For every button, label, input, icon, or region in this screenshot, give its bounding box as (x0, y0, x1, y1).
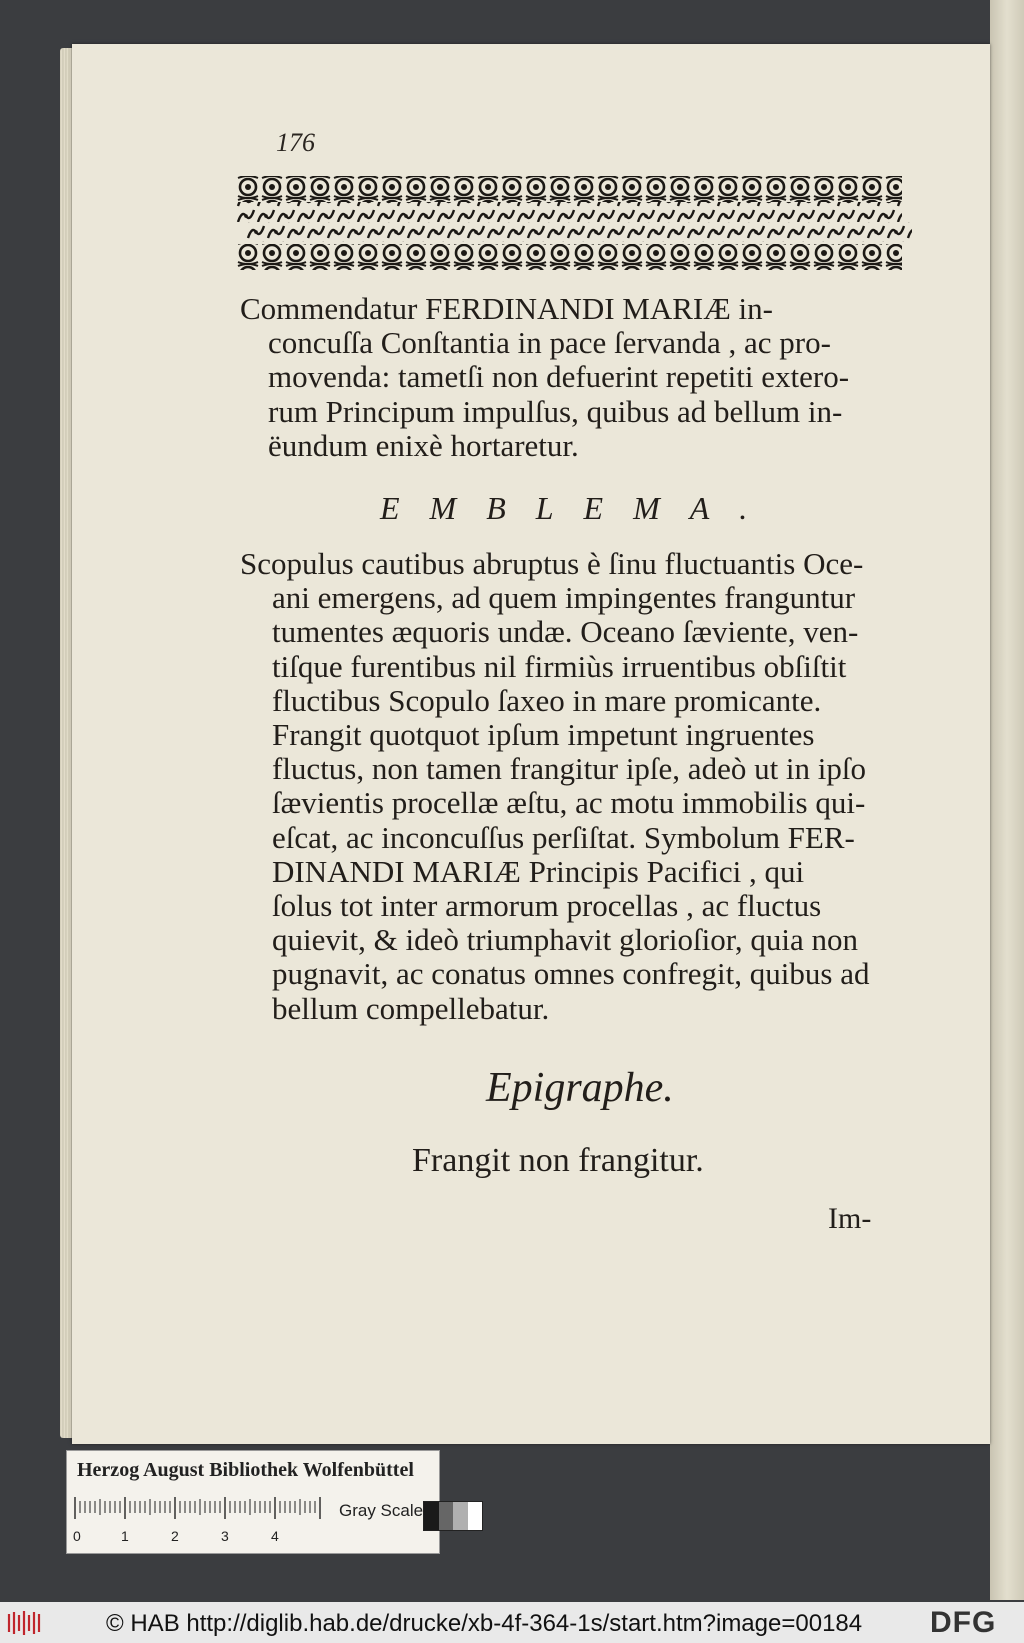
heading-line: ëundum enixè hortaretur. (268, 427, 579, 463)
body-line: DINANDI MARIÆ Principis Pacifici , qui (272, 853, 805, 889)
ruler-number: 4 (271, 1528, 279, 1544)
body-line: ani emergens, ad quem impingentes franguntur (272, 580, 856, 616)
color-reference-card (66, 1450, 440, 1554)
body-line: eſcat, ac inconcuſſus perſiſtat. Symbolum FER- (272, 819, 855, 855)
page-number: 176 (276, 128, 315, 157)
library-logo-icon (6, 1610, 44, 1636)
gray-swatch (453, 1502, 468, 1530)
gray-scale-swatches (423, 1501, 483, 1531)
footer-bar (0, 1602, 1024, 1643)
heading-line: Commendatur FERDINANDI MARIÆ in- (240, 291, 773, 326)
body-line: tumentes æquoris undæ. Oceano ſæviente, ven- (272, 614, 859, 650)
body-line: bellum compellebatur. (272, 990, 550, 1026)
heading-line: rum Principum impulſus, quibus ad bellum in- (268, 393, 843, 429)
body-line: fluctus, non tamen frangitur ipſe, adeò ut in ipſo (272, 751, 867, 787)
gray-swatch (468, 1502, 483, 1530)
gray-swatch (424, 1502, 439, 1530)
heading-line: concuſſa Conſtantia in pace ſervanda , ac pro- (268, 325, 831, 361)
body-line: Scopulus cautibus abruptus è ſinu fluctuantis Oce- (240, 546, 864, 581)
ruler-number: 0 (73, 1528, 81, 1544)
ruler-number: 3 (221, 1528, 229, 1544)
heading-line: movenda: tametſi non defuerint repetiti extero- (268, 359, 850, 395)
epigraphe-heading: Epigraphe. (486, 1065, 674, 1111)
catchword: Im- (828, 1202, 872, 1235)
gray-scale-label: Gray Scale (339, 1501, 424, 1520)
body-line: ſævientis procellæ æſtu, ac motu immobilis qui- (272, 785, 866, 821)
motto: Frangit non frangitur. (412, 1142, 704, 1179)
copyright-url[interactable]: © HAB http://diglib.hab.de/drucke/xb-4f-364-1s/start.htm?image=00184 (106, 1610, 863, 1637)
chapter-heading (240, 292, 906, 463)
decorative-headpiece (236, 176, 902, 272)
library-name: Herzog August Bibliothek Wolfenbüttel (77, 1459, 414, 1481)
adjacent-page-edge (990, 0, 1024, 1600)
ruler-number: 2 (171, 1528, 179, 1544)
body-line: ſolus tot inter armorum procellas , ac fluctus (272, 888, 822, 924)
body-line: Frangit quotquot ipſum impetunt ingruentes (272, 717, 815, 753)
body-line: fluctibus Scopulo ſaxeo in mare promicante. (272, 682, 822, 718)
body-line: tiſque furentibus nil firmiùs irruentibus obſiſtit (272, 648, 847, 684)
body-line: quievit, & ideò triumphavit glorioſior, quia non (272, 922, 858, 958)
body-line: pugnavit, ac conatus omnes confregit, quibus ad (272, 956, 870, 992)
emblema-title: EMBLEMA. (380, 490, 778, 526)
ruler-number: 1 (121, 1528, 129, 1544)
gray-swatch (439, 1502, 454, 1530)
ruler-scale (75, 1495, 325, 1547)
emblem-description (240, 547, 906, 1026)
dfg-logo: DFG (930, 1606, 997, 1639)
